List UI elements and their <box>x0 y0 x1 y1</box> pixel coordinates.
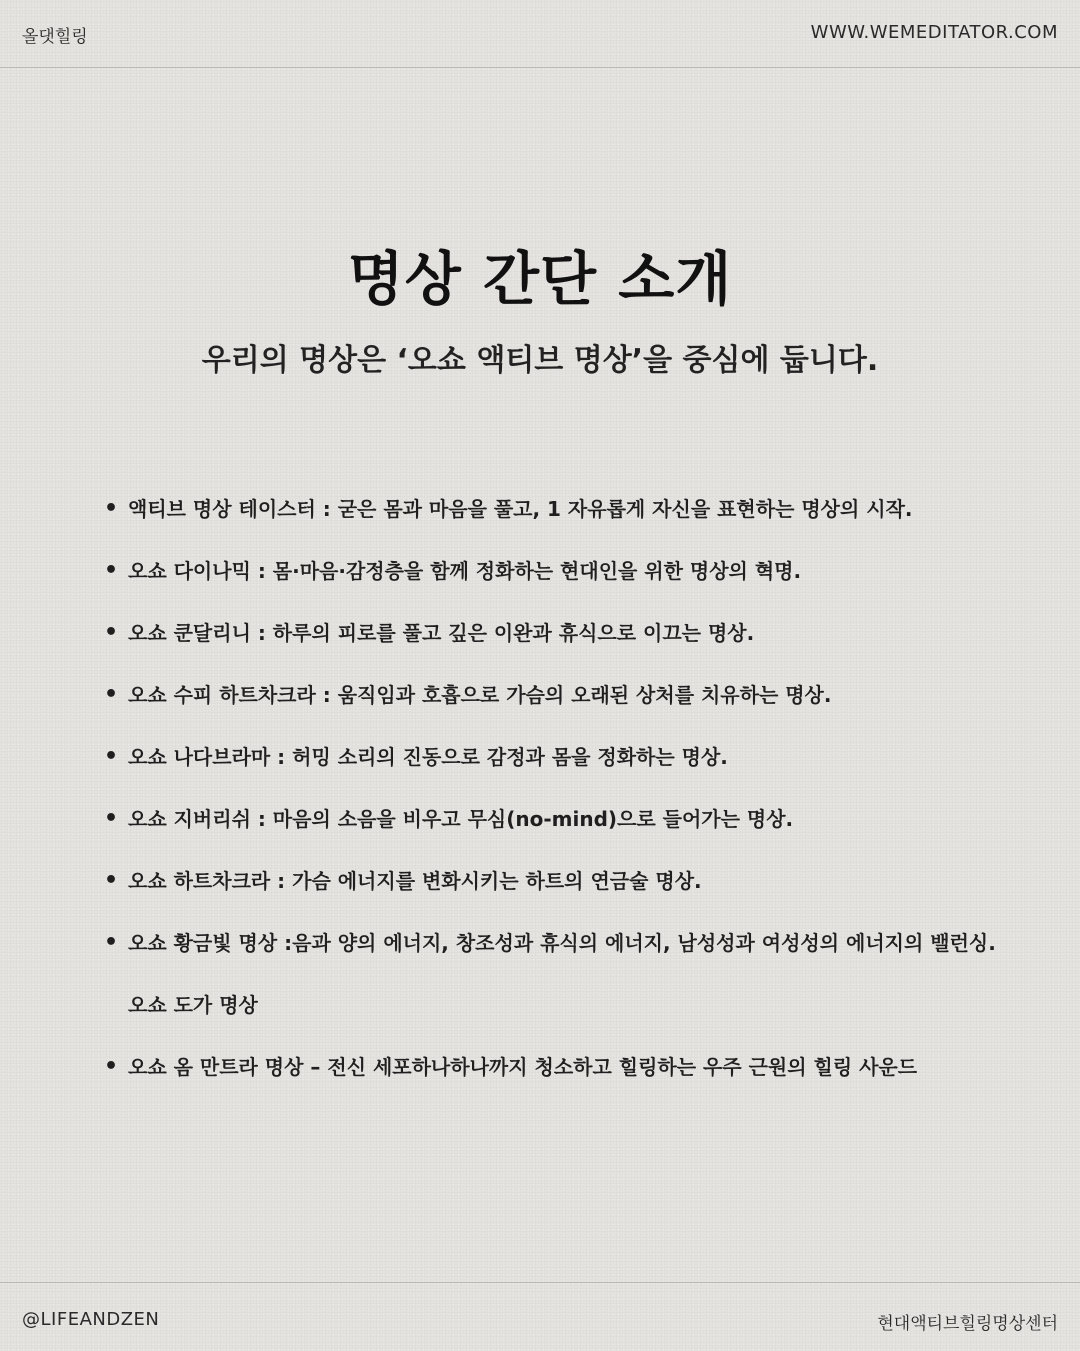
bullet-icon: • <box>104 868 119 893</box>
list-item <box>104 850 1004 912</box>
website-url[interactable]: WWW.WEMEDITATOR.COM <box>810 22 1058 43</box>
list-item <box>104 664 1004 726</box>
footer-bar <box>0 1282 1080 1351</box>
list-item <box>104 602 1004 664</box>
list-item <box>104 788 1004 850</box>
social-handle[interactable]: @LIFEANDZEN <box>22 1309 160 1330</box>
list-item-text: 오쇼 쿤달리니 : 하루의 피로를 풀고 깊은 이완과 휴식으로 이끄는 명상. <box>128 621 755 645</box>
list-item-text: 오쇼 다이나믹 : 몸·마음·감정층을 함께 정화하는 현대인을 위한 명상의 혁명. <box>128 559 802 583</box>
bullet-icon: • <box>104 930 119 955</box>
bullet-icon: • <box>104 496 119 521</box>
list-item-text: 오쇼 황금빛 명상 :음과 양의 에너지, 창조성과 휴식의 에너지, 남성성과 여성성의 에너지의 밸런싱. 오쇼 도가 명상 <box>128 931 996 1017</box>
page-title: 명상 간단 소개 <box>347 245 733 313</box>
list-item-text: 오쇼 지버리쉬 : 마음의 소음을 비우고 무심(no-mind)으로 들어가는 명상. <box>128 807 794 831</box>
bullet-icon: • <box>104 744 119 769</box>
bullet-icon: • <box>104 558 119 583</box>
list-item-text: 오쇼 옴 만트라 명상 – 전신 세포하나하나까지 청소하고 힐링하는 우주 근원의 힐링 사운드 <box>128 1055 918 1079</box>
bullet-icon: • <box>104 806 119 831</box>
list-item-text: 오쇼 나다브라마 : 허밍 소리의 진동으로 감정과 몸을 정화하는 명상. <box>128 745 728 769</box>
list-item-text: 액티브 명상 테이스터 : 굳은 몸과 마음을 풀고, 1 자유롭게 자신을 표현하는 명상의 시작. <box>128 497 913 521</box>
meditation-list <box>104 478 1004 1098</box>
list-item-text: 오쇼 하트차크라 : 가슴 에너지를 변화시키는 하트의 연금술 명상. <box>128 869 702 893</box>
list-item-text: 오쇼 수피 하트차크라 : 움직임과 호흡으로 가슴의 오래된 상처를 치유하는 명상. <box>128 683 832 707</box>
brand-name: 올댓힐링 <box>22 27 88 47</box>
list-item <box>104 726 1004 788</box>
page-subtitle: 우리의 명상은 ‘오쇼 액티브 명상’을 중심에 둡니다. <box>201 343 879 378</box>
list-item <box>104 478 1004 540</box>
bullet-icon: • <box>104 682 119 707</box>
bullet-icon: • <box>104 620 119 645</box>
list-item <box>104 1036 1004 1098</box>
center-name: 현대액티브힐링명상센터 <box>877 1314 1058 1334</box>
header-bar <box>0 0 1080 68</box>
bullet-icon: • <box>104 1054 119 1079</box>
list-item <box>104 540 1004 602</box>
list-item <box>104 912 1004 1036</box>
